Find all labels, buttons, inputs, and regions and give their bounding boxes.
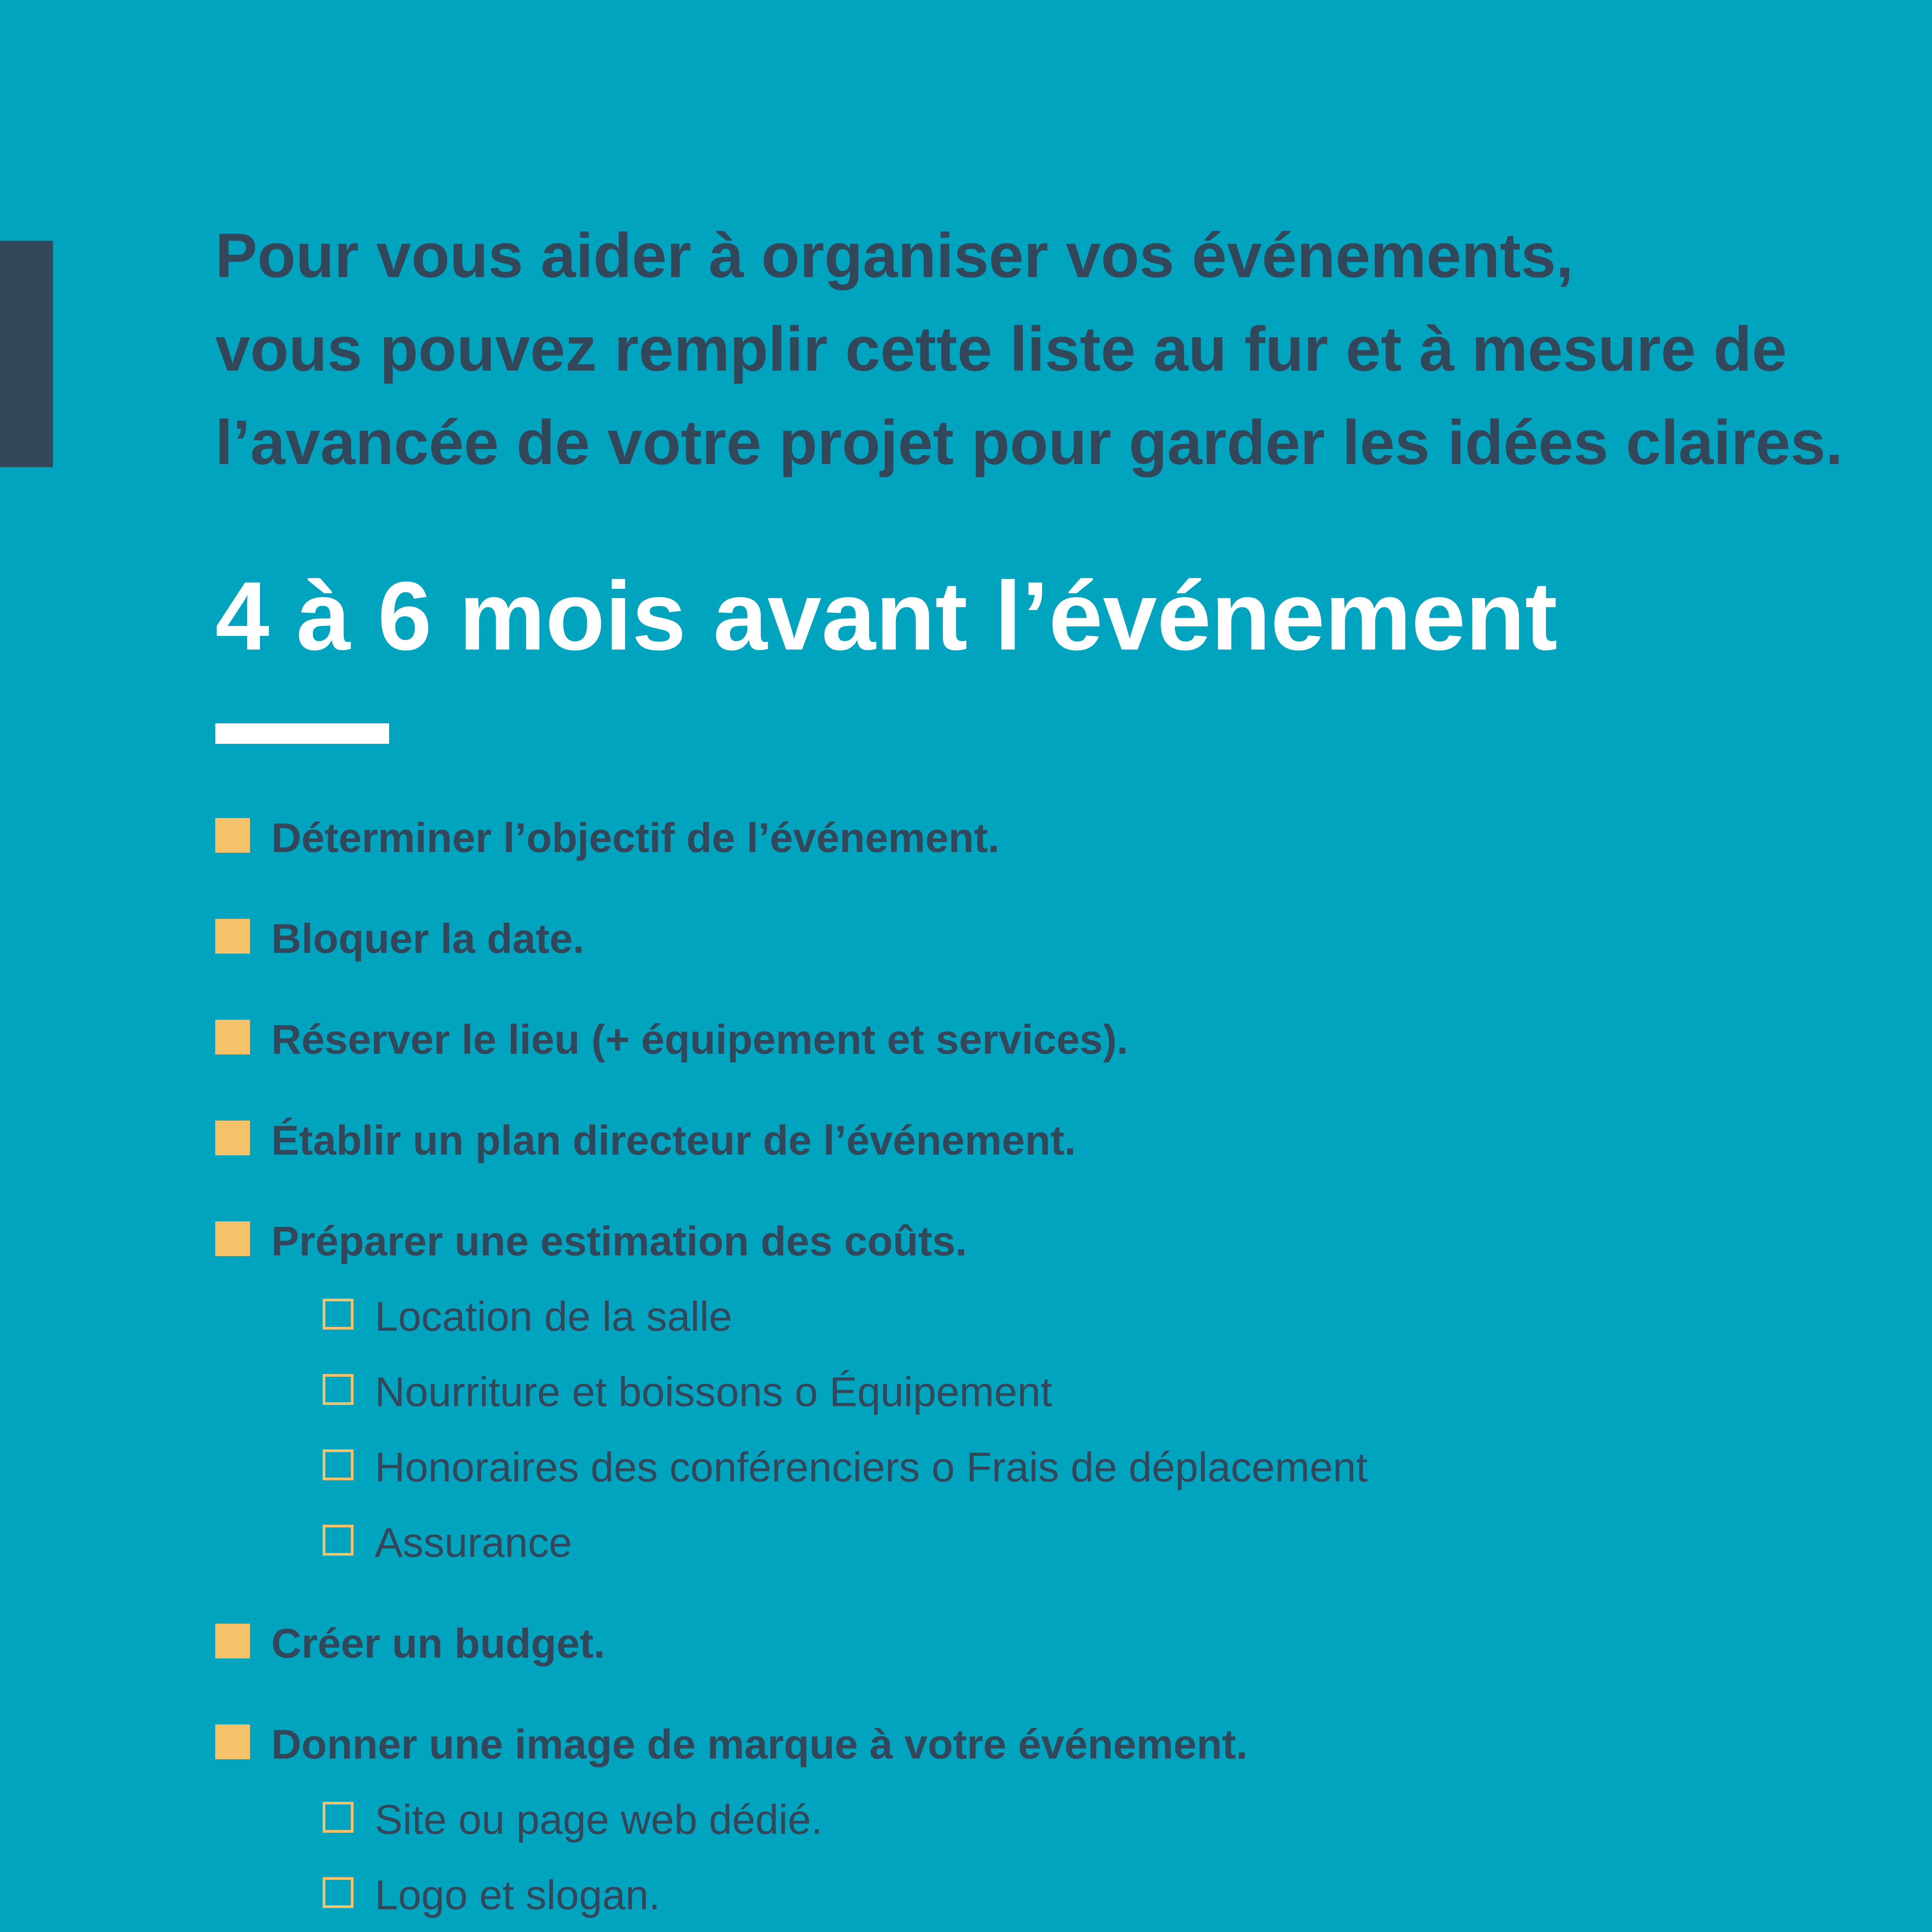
sub-checklist bbox=[323, 1782, 1932, 1932]
checkbox-icon[interactable] bbox=[215, 1725, 250, 1759]
empty-checkbox-icon[interactable] bbox=[323, 1374, 354, 1405]
intro-line: vous pouvez remplir cette liste au fur et à mesure de bbox=[215, 313, 1787, 384]
checklist-item bbox=[215, 1002, 1932, 1077]
section-heading: 4 à 6 mois avant l’événement bbox=[215, 562, 1558, 670]
sub-checklist-item bbox=[323, 1279, 1932, 1354]
checklist-item-text: Bloquer la date. bbox=[271, 915, 585, 962]
sub-checklist bbox=[323, 1279, 1932, 1580]
checklist-item bbox=[215, 1706, 1932, 1782]
sub-checklist-item bbox=[323, 1429, 1932, 1505]
checklist-item bbox=[215, 901, 1932, 976]
checklist-item-text: Établir un plan directeur de l’événement. bbox=[271, 1117, 1076, 1163]
checkbox-icon[interactable] bbox=[215, 1121, 250, 1155]
checkbox-icon[interactable] bbox=[215, 919, 250, 954]
intro-line: Pour vous aider à organiser vos événements, bbox=[215, 220, 1573, 291]
checklist-item-text: Déterminer l’objectif de l’événement. bbox=[271, 814, 1000, 861]
checklist-item-text: Créer un budget. bbox=[271, 1620, 605, 1667]
intro-paragraph bbox=[215, 209, 1932, 489]
sub-item-text: Location de la salle bbox=[375, 1293, 732, 1340]
sub-item-text: Logo et slogan. bbox=[375, 1871, 660, 1918]
checklist-item-text: Donner une image de marque à votre événement. bbox=[271, 1721, 1248, 1767]
heading-underline bbox=[215, 723, 389, 744]
empty-checkbox-icon[interactable] bbox=[323, 1525, 354, 1556]
sub-checklist-item bbox=[323, 1782, 1932, 1857]
checkbox-icon[interactable] bbox=[215, 1020, 250, 1054]
checkbox-icon[interactable] bbox=[215, 1221, 250, 1256]
sub-checklist-item bbox=[323, 1354, 1932, 1429]
empty-checkbox-icon[interactable] bbox=[323, 1802, 354, 1833]
side-tab-marker bbox=[0, 241, 53, 467]
checklist-item bbox=[215, 1203, 1932, 1279]
checklist-item bbox=[215, 800, 1932, 875]
sub-item-text: Site ou page web dédié. bbox=[375, 1796, 823, 1843]
checkbox-icon[interactable] bbox=[215, 818, 250, 853]
checkbox-icon[interactable] bbox=[215, 1624, 250, 1658]
intro-line: l’avancée de votre projet pour garder les idées claires. bbox=[215, 407, 1843, 478]
empty-checkbox-icon[interactable] bbox=[323, 1449, 354, 1480]
checklist-item-text: Réserver le lieu (+ équipement et services). bbox=[271, 1016, 1129, 1063]
sub-item-text: Nourriture et boissons o Équipement bbox=[375, 1368, 1052, 1415]
checklist-item-text: Préparer une estimation des coûts. bbox=[271, 1218, 967, 1264]
sub-checklist-item bbox=[323, 1505, 1932, 1580]
checklist bbox=[215, 800, 1932, 1932]
checklist-item bbox=[215, 1605, 1932, 1681]
sub-checklist-item bbox=[323, 1857, 1932, 1932]
checklist-item bbox=[215, 1102, 1932, 1178]
sub-item-text: Assurance bbox=[375, 1519, 572, 1566]
empty-checkbox-icon[interactable] bbox=[323, 1299, 354, 1330]
sub-item-text: Honoraires des conférenciers o Frais de déplacement bbox=[375, 1444, 1368, 1490]
empty-checkbox-icon[interactable] bbox=[323, 1877, 354, 1908]
